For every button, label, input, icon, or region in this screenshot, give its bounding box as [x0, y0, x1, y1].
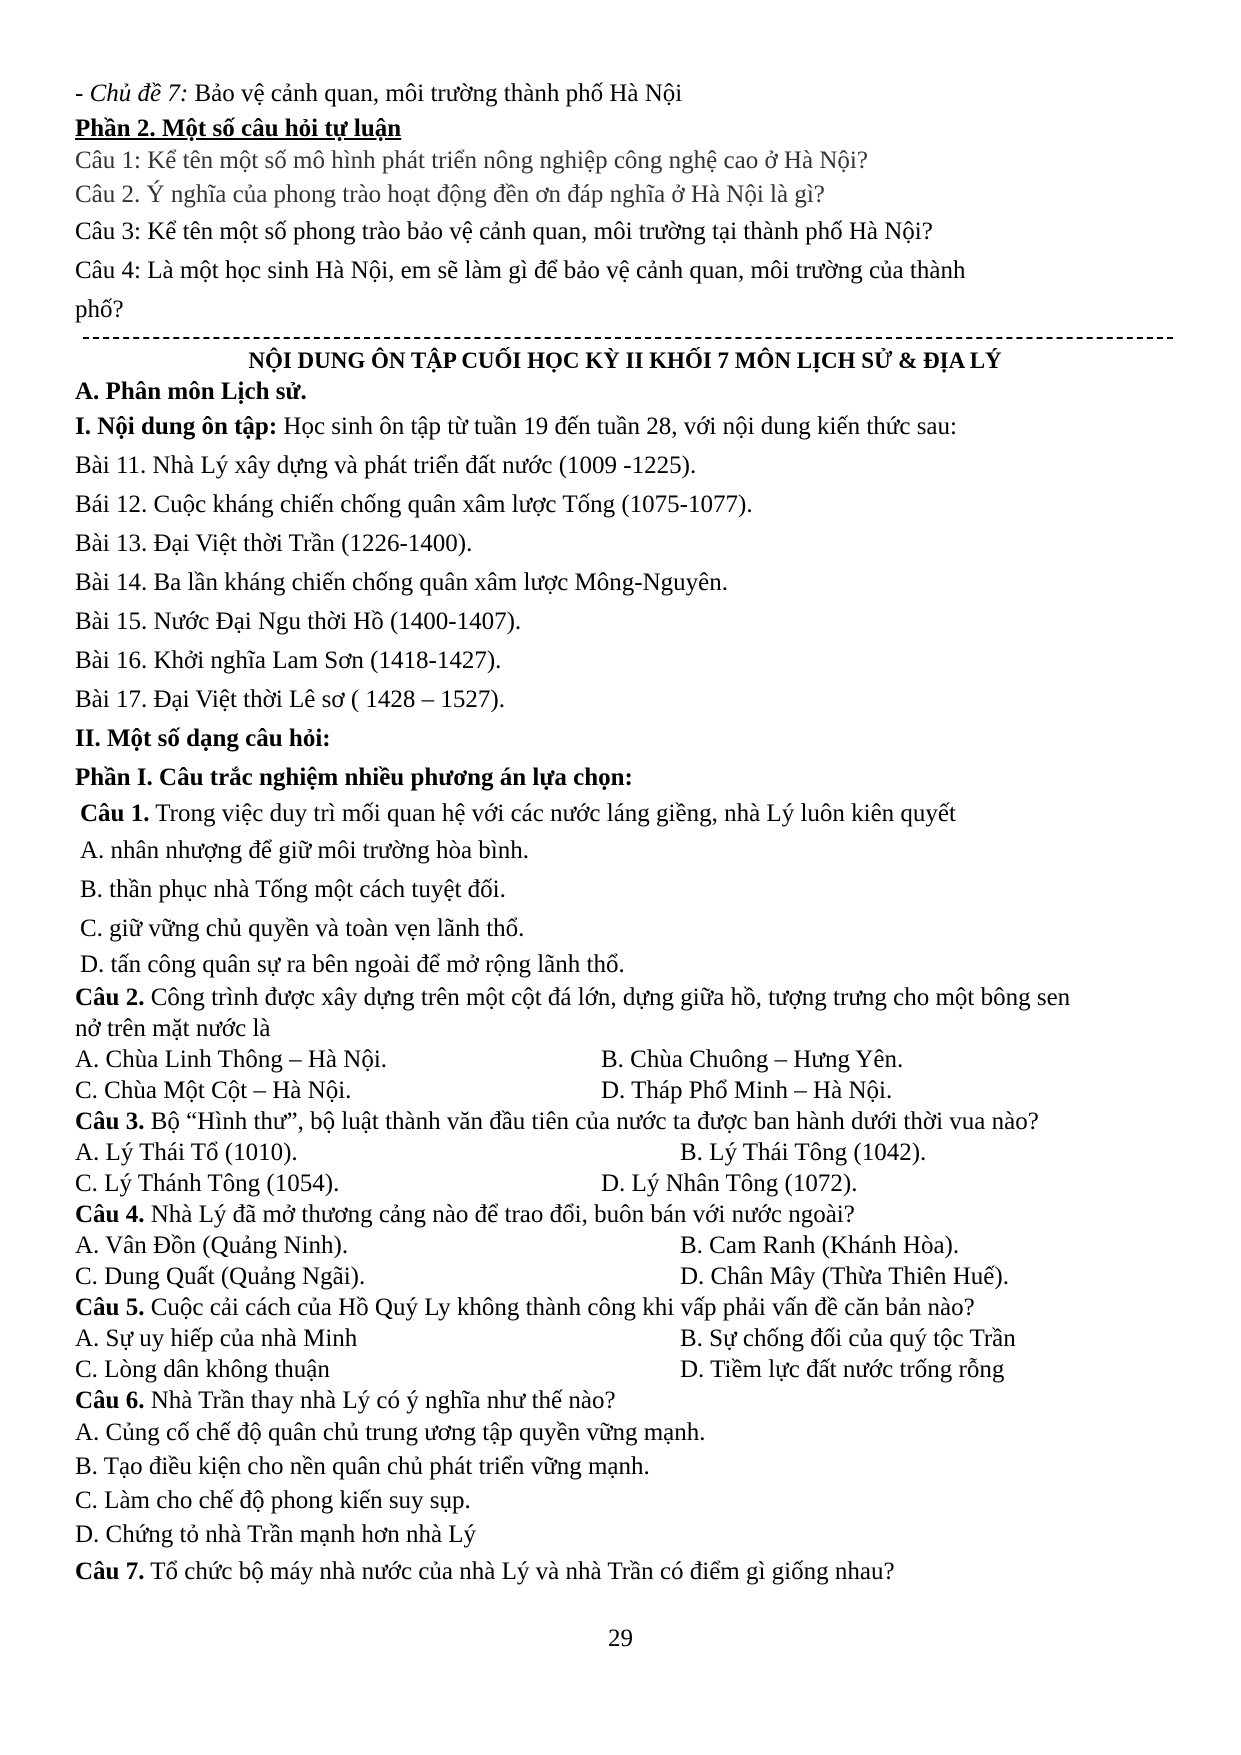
question-3-option-a: A. Lý Thái Tổ (1010). [75, 1139, 298, 1166]
section-i-line [75, 407, 1175, 446]
page-number: 29 [608, 1625, 633, 1652]
lesson-item: Bài 14. Ba lần kháng chiến chống quân xâm lược Mông-Nguyên. [75, 569, 729, 596]
part-2-heading: Phần 2. Một số câu hỏi tự luận [75, 115, 402, 142]
section-i-label: I. Nội dung ôn tập: [75, 413, 278, 440]
question-2-text-cont: nở trên mặt nước là [75, 1015, 271, 1042]
essay-question-4-cont: phố? [75, 296, 124, 323]
question-5-option-b: B. Sự chống đối của quý tộc Trần [680, 1325, 1016, 1352]
question-4-label: Câu 4. [75, 1201, 145, 1228]
topic-7-line [75, 74, 1175, 113]
question-4-option-a: A. Vân Đồn (Quảng Ninh). [75, 1232, 349, 1259]
question-6-option-c: C. Làm cho chế độ phong kiến suy sụp. [75, 1487, 471, 1514]
question-3-options-row-2 [75, 1168, 1175, 1199]
question-3-option-d: D. Lý Nhân Tông (1072). [601, 1170, 858, 1197]
question-6-option-d: D. Chứng tỏ nhà Trần mạnh hơn nhà Lý [75, 1521, 477, 1548]
question-5-options-row-2 [75, 1354, 1175, 1385]
question-3-option-b: B. Lý Thái Tông (1042). [680, 1139, 927, 1166]
question-1-label: Câu 1. [80, 800, 150, 827]
question-5-options-row-1 [75, 1323, 1175, 1354]
question-5-label: Câu 5. [75, 1294, 145, 1321]
question-2 [75, 982, 1175, 1013]
lesson-item: Bài 13. Đại Việt thời Trần (1226-1400). [75, 530, 473, 557]
question-4-text: Nhà Lý đã mở thương cảng nào để trao đổi, buôn bán với nước ngoài? [144, 1201, 855, 1228]
question-6-label: Câu 6. [75, 1387, 145, 1414]
section-i-text: Học sinh ôn tập từ tuần 19 đến tuần 28, với nội dung kiến thức sau: [277, 413, 957, 440]
question-5-option-a: A. Sự uy hiếp của nhà Minh [75, 1325, 358, 1352]
question-5 [75, 1292, 1175, 1323]
question-2-label: Câu 2. [75, 984, 145, 1011]
essay-question-2: Câu 2. Ý nghĩa của phong trào hoạt động đền ơn đáp nghĩa ở Hà Nội là gì? [75, 181, 825, 208]
topic-7-dash: - [75, 80, 90, 107]
essay-question-1: Câu 1: Kể tên một số mô hình phát triển nông nghiệp công nghệ cao ở Hà Nội? [75, 147, 868, 174]
question-3-options-row-1 [75, 1137, 1175, 1168]
question-4-options-row-1 [75, 1230, 1175, 1261]
question-4-option-c: C. Dung Quất (Quảng Ngãi). [75, 1263, 366, 1290]
question-2-options-row-1 [75, 1044, 1175, 1075]
question-1-option-a: A. nhân nhượng để giữ môi trường hòa bình. [80, 837, 529, 864]
question-3-label: Câu 3. [75, 1108, 145, 1135]
question-2-option-d: D. Tháp Phổ Minh – Hà Nội. [601, 1077, 893, 1104]
question-6-text: Nhà Trần thay nhà Lý có ý nghĩa như thế nào? [144, 1387, 616, 1414]
question-4-option-d: D. Chân Mây (Thừa Thiên Huế). [680, 1263, 1009, 1290]
lesson-item: Bài 11. Nhà Lý xây dựng và phát triển đất nước (1009 -1225). [75, 452, 697, 479]
question-3-text: Bộ “Hình thư”, bộ luật thành văn đầu tiên của nước ta được ban hành dưới thời vua nào? [144, 1108, 1039, 1135]
section-ii-heading: II. Một số dạng câu hỏi: [75, 725, 331, 752]
topic-7-text: Bảo vệ cảnh quan, môi trường thành phố Hà Nội [188, 80, 683, 107]
lesson-item: Bài 17. Đại Việt thời Lê sơ ( 1428 – 1527). [75, 686, 505, 713]
question-2-option-b: B. Chùa Chuông – Hưng Yên. [601, 1046, 904, 1073]
section-a-heading: A. Phân môn Lịch sử. [75, 378, 307, 405]
question-5-option-d: D. Tiềm lực đất nước trống rỗng [680, 1356, 1005, 1383]
question-2-options-row-2 [75, 1075, 1175, 1106]
question-4 [75, 1199, 1175, 1230]
question-7 [75, 1552, 1175, 1591]
document-page [75, 74, 1175, 1591]
question-4-option-b: B. Cam Ranh (Khánh Hòa). [680, 1232, 960, 1259]
review-title: NỘI DUNG ÔN TẬP CUỐI HỌC KỲ II KHỐI 7 MÔN LỊCH SỬ & ĐỊA LÝ [248, 348, 1002, 373]
question-3 [75, 1106, 1175, 1137]
question-4-options-row-2 [75, 1261, 1175, 1292]
question-2-option-c: C. Chùa Một Cột – Hà Nội. [75, 1077, 352, 1104]
question-6-option-a: A. Củng cố chế độ quân chủ trung ương tập quyền vững mạnh. [75, 1419, 706, 1446]
question-1 [75, 797, 1175, 831]
lesson-item: Bái 12. Cuộc kháng chiến chống quân xâm lược Tống (1075-1077). [75, 491, 753, 518]
question-5-option-c: C. Lòng dân không thuận [75, 1356, 330, 1383]
topic-7-label: Chủ đề 7: [89, 80, 189, 107]
question-7-text: Tổ chức bộ máy nhà nước của nhà Lý và nhà Trần có điểm gì giống nhau? [144, 1558, 895, 1585]
question-2-option-a: A. Chùa Linh Thông – Hà Nội. [75, 1046, 388, 1073]
question-1-option-c: C. giữ vững chủ quyền và toàn vẹn lãnh thổ. [80, 915, 525, 942]
essay-question-3: Câu 3: Kể tên một số phong trào bảo vệ cảnh quan, môi trường tại thành phố Hà Nội? [75, 218, 933, 245]
question-1-option-b: B. thần phục nhà Tống một cách tuyệt đối. [80, 876, 506, 903]
question-3-option-c: C. Lý Thánh Tông (1054). [75, 1170, 340, 1197]
question-5-text: Cuộc cải cách của Hồ Quý Ly không thành công khi vấp phải vấn đề căn bản nào? [144, 1294, 975, 1321]
question-6 [75, 1385, 1175, 1416]
question-7-label: Câu 7. [75, 1558, 145, 1585]
question-1-text: Trong việc duy trì mối quan hệ với các nước láng giềng, nhà Lý luôn kiên quyết [149, 800, 956, 827]
lesson-item: Bài 16. Khởi nghĩa Lam Sơn (1418-1427). [75, 647, 502, 674]
dashed-divider [83, 337, 1173, 339]
question-6-option-b: B. Tạo điều kiện cho nền quân chủ phát triển vững mạnh. [75, 1453, 650, 1480]
question-2-text: Công trình được xây dựng trên một cột đá lớn, dựng giữa hồ, tượng trưng cho một bông sen [144, 984, 1071, 1011]
part-1-heading: Phần I. Câu trắc nghiệm nhiều phương án lựa chọn: [75, 764, 633, 791]
lesson-item: Bài 15. Nước Đại Ngu thời Hồ (1400-1407). [75, 608, 522, 635]
essay-question-4: Câu 4: Là một học sinh Hà Nội, em sẽ làm gì để bảo vệ cảnh quan, môi trường của thành [75, 257, 966, 284]
question-1-option-d: D. tấn công quân sự ra bên ngoài để mở rộng lãnh thổ. [80, 951, 625, 978]
